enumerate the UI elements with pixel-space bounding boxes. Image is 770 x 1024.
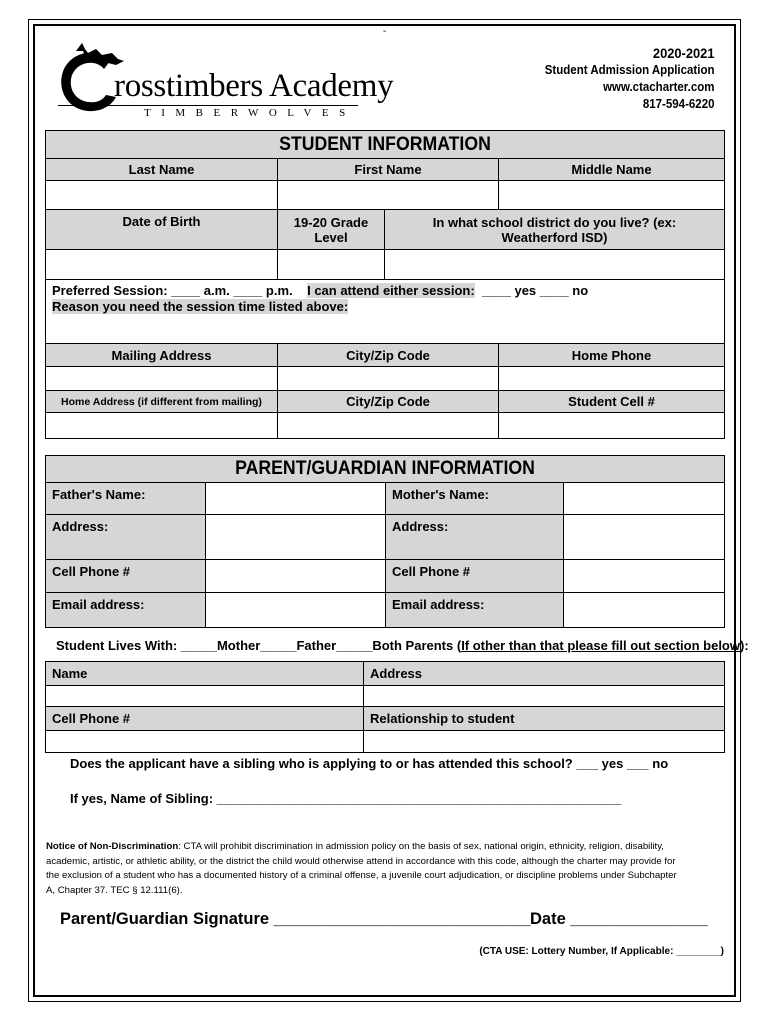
header-dash: - — [383, 26, 387, 37]
dob-field[interactable] — [46, 250, 278, 280]
home-phone-field[interactable] — [499, 367, 725, 391]
student-section-title: STUDENT INFORMATION — [279, 133, 491, 155]
date-label: Date _______________ — [530, 910, 708, 928]
parent-information-table — [45, 455, 725, 628]
father-name-label: Father's Name: — [46, 483, 206, 515]
either-session-choice: ____ yes ____ no — [481, 283, 589, 298]
mother-name-field[interactable] — [564, 483, 725, 515]
middle-name-field[interactable] — [499, 181, 725, 210]
dob-label: Date of Birth — [46, 210, 278, 250]
cta-use-note: (CTA USE: Lottery Number, If Applicable: ________) — [479, 946, 724, 957]
parent-section-title: PARENT/GUARDIAN INFORMATION — [235, 458, 535, 479]
student-cell-label: Student Cell # — [499, 391, 725, 413]
other-address-label: Address — [364, 662, 725, 686]
sibling-question[interactable]: Does the applicant have a sibling who is applying to or has attended this school? ___ yes ___ no — [70, 756, 669, 771]
student-information-table — [45, 130, 725, 439]
other-name-label: Name — [46, 662, 364, 686]
logo-wordmark: rosstimbers Academy — [114, 68, 394, 104]
home-address-label: Home Address (if different from mailing) — [46, 391, 278, 413]
mother-name-label: Mother's Name: — [386, 483, 564, 515]
non-discrimination-notice — [46, 840, 686, 898]
father-name-field[interactable] — [206, 483, 386, 515]
sibling-name[interactable]: If yes, Name of Sibling: ________________________________________________________ — [70, 791, 622, 806]
mother-cell-label: Cell Phone # — [386, 560, 564, 593]
session-reason-label: Reason you need the session time listed above: — [52, 299, 349, 314]
city-zip-field[interactable] — [278, 367, 499, 391]
other-cell-field[interactable] — [46, 731, 364, 753]
first-name-field[interactable] — [278, 181, 499, 210]
mailing-address-field[interactable] — [46, 367, 278, 391]
district-label: In what school district do you live? (ex: Weatherford ISD) — [385, 210, 725, 250]
mother-cell-field[interactable] — [564, 560, 725, 593]
preferred-session-label: Preferred Session: ____ a.m. ____ p.m. — [52, 283, 293, 298]
mother-email-field[interactable] — [564, 593, 725, 628]
logo-rule — [58, 105, 358, 106]
middle-name-label: Middle Name — [499, 159, 725, 181]
mother-email-label: Email address: — [386, 593, 564, 628]
father-address-label: Address: — [46, 515, 206, 560]
mailing-address-label: Mailing Address — [46, 344, 278, 367]
school-year: 2020-2021 — [652, 45, 714, 61]
either-session-label: I can attend either session: — [307, 283, 475, 298]
relationship-label: Relationship to student — [364, 707, 725, 731]
mother-address-field[interactable] — [564, 515, 725, 560]
last-name-label: Last Name — [46, 159, 278, 181]
district-field[interactable] — [385, 250, 725, 280]
notice-heading: Notice of Non-Discrimination — [46, 841, 179, 852]
father-email-label: Email address: — [46, 593, 206, 628]
other-name-field[interactable] — [46, 686, 364, 707]
home-address-field[interactable] — [46, 413, 278, 439]
city-zip-label-2: City/Zip Code — [278, 391, 499, 413]
logo-tagline: TIMBERWOLVES — [144, 107, 356, 119]
grade-label: 19-20 Grade Level — [278, 210, 385, 250]
last-name-field[interactable] — [46, 181, 278, 210]
phone-number: 817-594-6220 — [642, 97, 714, 111]
student-lives-with[interactable]: Student Lives With: _____Mother_____Father_____Both Parents (If other than that please fill out section below): — [56, 638, 749, 653]
city-zip-label: City/Zip Code — [278, 344, 499, 367]
signature-label: Parent/Guardian Signature ____________________________ — [60, 910, 531, 928]
other-cell-label: Cell Phone # — [46, 707, 364, 731]
relationship-field[interactable] — [364, 731, 725, 753]
notice-text: : CTA will prohibit discrimination in admission policy on the basis of sex, national origin, ethnicity, religion, disability, academic, artistic, or athletic ability, or the district the child would otherwise attend in accordance with this code, although the charter may provide for the exclusion of a student who has a documented history of a criminal offense, a juvenile court adjudication, or discipline problems under Subchapter A, Chapter 37. TEC § 12.111(6). — [46, 841, 677, 896]
father-cell-label: Cell Phone # — [46, 560, 206, 593]
father-cell-field[interactable] — [206, 560, 386, 593]
form-subtitle: Student Admission Application — [544, 63, 714, 77]
other-guardian-table — [45, 661, 725, 753]
grade-field[interactable] — [278, 250, 385, 280]
father-email-field[interactable] — [206, 593, 386, 628]
first-name-label: First Name — [278, 159, 499, 181]
website-link[interactable]: www.ctacharter.com — [602, 80, 714, 94]
header-info — [544, 45, 714, 113]
city-zip-field-2[interactable] — [278, 413, 499, 439]
academy-logo — [52, 33, 394, 128]
session-section[interactable] — [46, 280, 725, 344]
father-address-field[interactable] — [206, 515, 386, 560]
mother-address-label: Address: — [386, 515, 564, 560]
home-phone-label: Home Phone — [499, 344, 725, 367]
other-address-field[interactable] — [364, 686, 725, 707]
student-cell-field[interactable] — [499, 413, 725, 439]
signature-line[interactable] — [60, 910, 708, 929]
